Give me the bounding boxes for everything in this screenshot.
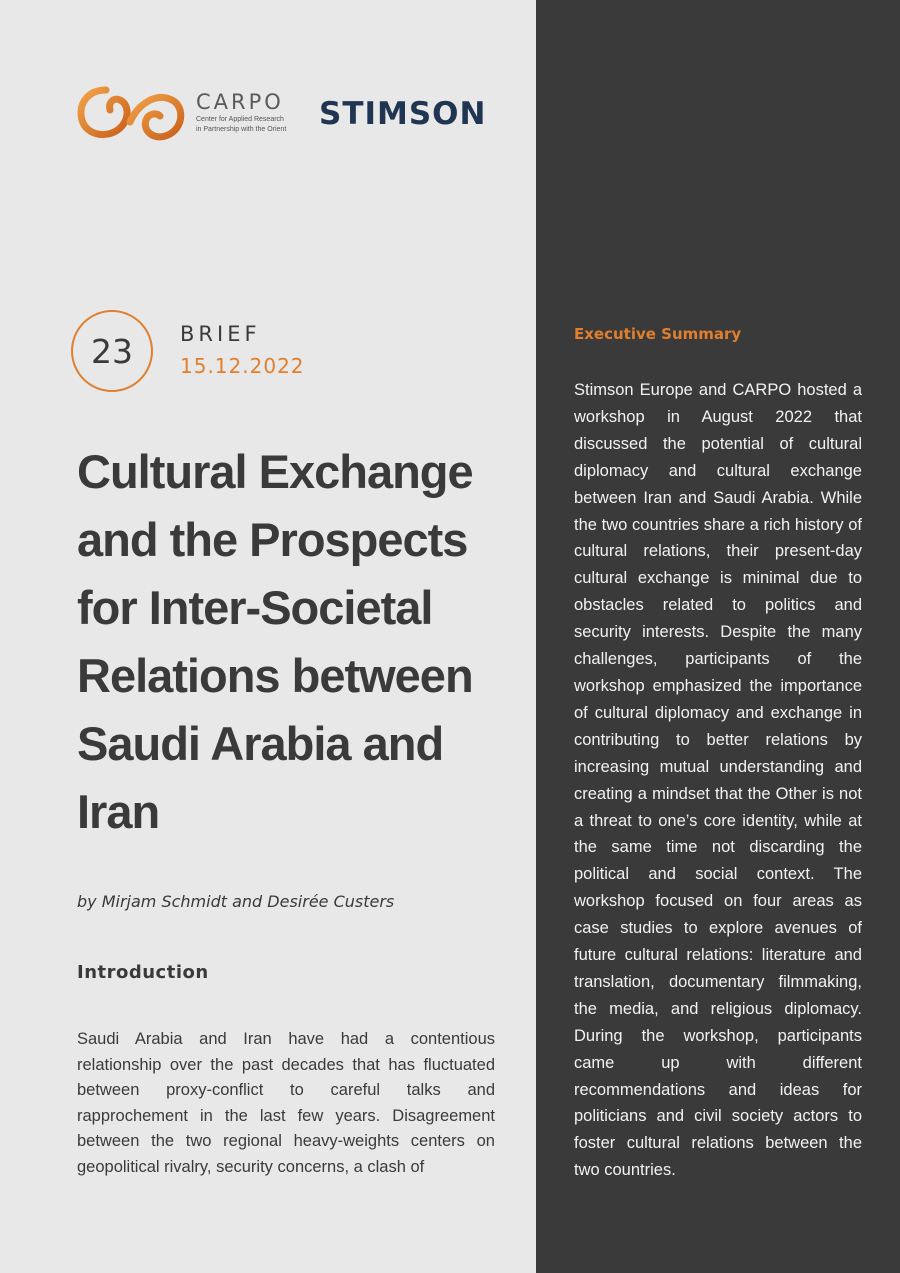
introduction-text: Saudi Arabia and Iran have had a contentious relationship over the past decades that has fluctuated between proxy-conflict to careful talks and rapprochement in the last few years. Disagreement between the two regional heavy-weights centers on geopolitical rivalry, security concerns, a clash of [77,1030,495,1176]
author-byline: by Mirjam Schmidt and Desirée Custers [77,892,395,911]
carpo-subtitle-line2: in Partnership with the Orient [196,126,287,133]
executive-summary-text: Stimson Europe and CARPO hosted a workshop in August 2022 that discussed the potential of cultural diplomacy and cultural exchange between Iran and Saudi Arabia. While the two countries share a rich history of cultural relations, their present-day cultural exchange is minimal due to obstacles related to politics and security interests. Despite the many challenges, participants of the workshop emphasized the importance of cultural diplomacy and exchange in contributing to better relations by increasing mutual understanding and creating a mindset that the Other is not a threat to one’s core identity, while at the same time not discarding the political and social context. The workshop focused on four areas as case studies to explore avenues of future cultural relations: literature and translation, documentary filmmaking, the media, and religious diplomacy. During the workshop, participants came up with different recommendations and ideas for politicians and civil society actors to foster cultural relations between the two countries. [574,381,862,1180]
carpo-logo-icon [76,84,186,142]
brief-date: 15.12.2022 [180,354,305,378]
brief-label: BRIEF [180,322,261,346]
page-title: Cultural Exchange and the Prospects for Inter-Societal Relations between Saudi Arabia and Iran [77,445,473,838]
carpo-name: CARPO [196,90,284,114]
introduction-heading: Introduction [77,962,209,983]
stimson-logo: STIMSON [319,96,487,132]
executive-summary-heading: Executive Summary [574,325,742,343]
carpo-subtitle-line1: Center for Applied Research [196,116,284,123]
brief-number-badge: 23 [71,310,153,392]
